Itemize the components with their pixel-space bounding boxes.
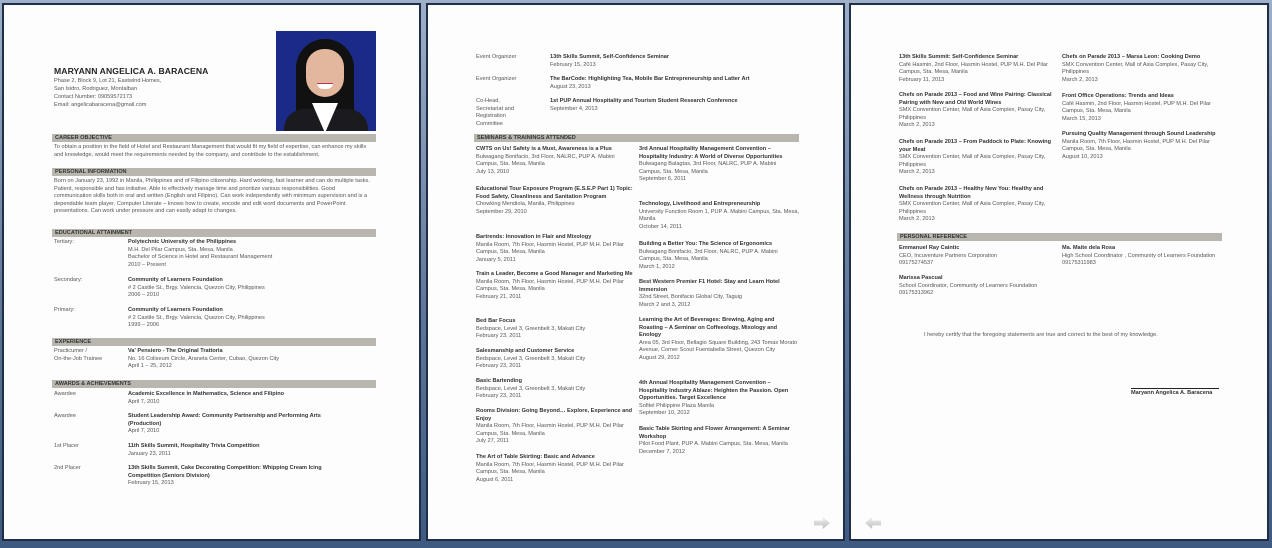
role-label: Event Organizer [476,76,517,82]
seminar-place: Area 05, 3rd Floor, Bellagio Square Building, 243 Tomas Morato Avenue, Corner Scout Fuentabella Street, Quezon City [639,339,798,354]
certification-statement: I hereby certify that the foregoing statements are true and correct to the best of my knowledge. [924,332,1158,338]
seminar-title: Train a Leader, Become a Good Manager and Marketing Me [476,271,633,277]
seminar-entry [899,54,1059,84]
award-entry [54,465,374,489]
seminar-place: Bedspace, Level 3, Greenbelt 3, Makati City [476,355,586,362]
seminar-title: CWTS on Us! Safety is a Must, Awareness is a Plus [476,146,612,152]
role-title: 13th Skills Summit, Self-Confidence Seminar [550,54,670,60]
seminar-place: Manila Room, 7th Floor, Hasmin Hostel, PUP M.H. Del Pilar Campus, Sta. Mesa, Manila [1062,138,1210,153]
resume-page-2 [426,3,845,541]
role-label: Co-Head, [476,98,500,104]
seminar-date: August 6, 2011 [476,476,514,483]
seminar-title: Educational Tour Exposure Program (E.S.E.P Part 1) Topic: Food Safety, Cleanliness and Sanitation Program [476,186,633,200]
school-name: Community of Learners Foundation [128,277,223,283]
education-primary [54,307,374,331]
experience-company: Va' Pensiero - The Original Trattoria [128,348,223,354]
seminar-place: 32nd Street, Bonifacio Global City, Taguig [639,294,743,301]
seminar-date: August 29, 2012 [639,354,680,361]
seminar-entry [476,271,636,301]
applicant-name: MARYANN ANGELICA A. BARACENA [54,66,209,76]
seminar-entry [476,378,636,401]
section-awards: AWARDS & ACHIEVEMENTS [52,380,376,388]
seminar-entry [476,408,636,446]
seminar-title: Basic Bartending [476,378,523,384]
seminar-place: Manila Room, 7th Floor, Hasmin Hostel, PUP M.H. Del Pilar Campus, Sta. Mesa, Manila [476,241,624,256]
award-label: 1st Placer [54,443,79,449]
reference-entry [1062,245,1222,268]
seminar-date: March 2, 2013 [899,122,935,129]
award-title: 13th Skills Summit, Cake Decorating Competition: Whipping Cream Icing [128,465,322,471]
experience-entry [54,348,374,372]
seminar-title: Chefs on Parade 2013 – Marsa Leon: Cooking Demo [1062,54,1201,60]
school-address: # 2 Castile St., Brgy. Valencia, Quezon City, Philippines [128,314,265,321]
award-entry [54,413,374,437]
seminar-title: 3rd Annual Hospitality Management Convention – Hospitality Industry: A World of Diverse Opportunities [639,146,783,160]
seminar-title: Building a Better You: The Science of Ergonomics [639,241,773,247]
award-title-2: (Production) [128,420,162,427]
reference-role: CEO, Incuventure Partners Corporation [899,252,997,259]
seminar-date: March 1, 2012 [639,263,675,270]
role-date: August 23, 2013 [550,83,591,90]
seminar-title: Pursuing Quality Management through Sound Leadership [1062,131,1216,137]
seminar-entry [899,186,1059,224]
seminar-entry [899,92,1059,130]
award-label: 2nd Placer [54,465,81,471]
award-title: Academic Excellence in Mathematics, Science and Filipino [128,391,285,397]
resume-page-3 [849,3,1269,541]
seminar-place: Sofitel Philippine Plaza Manila [639,402,714,409]
seminar-date: January 5, 2011 [476,256,516,263]
seminar-date: July 13, 2010 [476,168,510,175]
seminar-date: September 10, 2012 [639,410,690,417]
seminar-place: Café Hasmin, 2nd Floor, Hasmin Hostel, PUP M.H. Del Pilar Campus, Sta. Mesa, Manila [899,61,1048,76]
seminar-title: Best Western Premier F1 Hotel: Stay and Learn Hotel Immersion [639,279,780,293]
signature-line [1131,388,1219,389]
reference-phone: 09175313962 [899,290,934,297]
seminar-title: Rooms Division: Going Beyond… Explore, Experience and Enjoy [476,408,633,422]
seminar-date: February 23, 2011 [476,363,522,370]
seminar-place: Pilot Food Plant, PUP A. Mabini Campus, Sta. Mesa, Manila [639,441,788,448]
role-date: September 4, 2013 [550,105,598,112]
seminar-entry [639,241,799,271]
seminar-title: Salesmanship and Customer Service [476,348,575,354]
seminar-entry [1062,93,1222,123]
seminar-entry [639,201,799,231]
seminar-place: Manila Room, 7th Floor, Hasmin Hostel, PUP M.H. Del Pilar Campus, Sta. Mesa, Manila [476,461,624,476]
reference-name: Emmanuel Ray Caintic [899,245,960,251]
school-years: 1999 – 2006 [128,322,160,329]
education-level: Tertiary: [54,239,74,245]
reference-phone: 09175311983 [1062,260,1096,267]
seminar-place: SMX Convention Center, Mall of Asia Complex, Pasay City, Philippines [1062,61,1209,76]
seminar-place: SMX Convention Center, Mall of Asia Complex, Pasay City, Philippines [899,154,1046,168]
award-label: Awardee [54,391,76,397]
seminar-place: Bulwagang Balagtas, 3rd Floor, NALRC, PUP A. Mabini Campus, Sta. Mesa, Manila [639,161,777,175]
role-date: February 15, 2013 [550,61,596,68]
previous-page-arrow-icon[interactable] [865,517,881,529]
seminar-entry [1062,54,1222,84]
role-label-4: Committee [476,120,504,127]
seminar-title: Chefs on Parade 2013 – Healthy New You: Healthy and Wellness through Nutrition [899,186,1044,200]
signature-name: Maryann Angelica A. Baracena [1131,390,1213,396]
applicant-photo [276,31,376,131]
seminar-entry [899,139,1059,177]
role-entry [476,76,796,92]
seminar-place: Bulwagang Bonifacio, 3rd Floor, NALRC, PUP A. Mabini Campus, Sta. Mesa, Manila [639,248,778,263]
seminar-date: September 6, 2011 [639,176,687,183]
seminar-place: Manila Room, 7th Floor, Hasmin Hostel, PUP M.H. Del Pilar Campus, Sta. Mesa, Manila [476,278,624,293]
resume-page-1 [2,3,421,541]
seminar-date: March 2, 2013 [899,216,935,223]
seminar-title: Basic Table Skirting and Flower Arrangement: A Seminar Workshop [639,426,790,440]
award-label: Awardee [54,413,76,419]
section-educational-attainment: EDUCATIONAL ATTAINMENT [52,229,376,237]
seminar-date: February 23, 2011 [476,333,522,340]
address-line-1: Phase 2, Block 9, Lot 21, Eastwind Homes, [54,78,162,84]
seminar-title: Bed Bar Focus [476,318,516,324]
seminar-entry [476,348,636,371]
section-experience: EXPERIENCE [52,338,376,346]
seminar-title: Chefs on Parade 2013 – From Paddock to Plate: Knowing your Meat [899,139,1051,153]
seminar-place: Bedspace, Level 3, Greenbelt 3, Makati City [476,325,586,332]
reference-name: Ma. Maite dela Rosa [1062,245,1116,251]
reference-role: High School Coordinator , Community of Learners Foundation [1062,252,1216,259]
seminar-date: March 2, 2013 [1062,76,1098,83]
education-tertiary [54,239,374,271]
school-address: M.H. Del Pilar Campus, Sta. Mesa, Manila [128,246,233,253]
education-level: Secondary: [54,277,83,283]
seminar-place: Chowking Mendiola, Manila, Philippines [476,201,575,208]
role-label-2: Secretariat and [476,105,514,112]
award-date: April 7, 2010 [128,398,160,405]
seminar-date: February 11, 2013 [899,76,945,83]
award-entry [54,391,374,407]
personal-info-text: Born on January 23, 1992 in Manila, Philippines and of Filipino citizenship. Hard working, fast learner and can do multiple tasks. Patient, responsible and has initiative. Able to effectively manage time and prioritize various responsibilities. Good communication skills both in oral and written (English and Filipino). Can work independently with minimum supervision and is a dependable team player. Computer Literate – knows how to create, encode and edit word documents and PowerPoint presentations. Can work under pressure and can easily adapt to changes. [54,178,370,215]
seminar-entry [639,426,799,456]
seminar-place: Bulwagang Bonifacio, 3rd Floor, NALRC, PUP A. Mabini Campus, Sta. Mesa, Manila [476,153,615,168]
experience-dates: April 1 – 25, 2012 [128,363,172,370]
role-entry [476,98,796,130]
award-title: 11th Skills Summit, Hospitality Trivia Competition [128,443,260,449]
experience-role-2: On-the-Job Trainee [54,355,103,362]
seminar-entry [476,234,636,264]
seminar-entry [639,317,799,363]
role-title: The BarCode: Highlighting Tea, Mobile Bar Entrepreneurship and Latter Art [550,76,750,82]
address-line-2: San Isidro, Rodriguez, Montalban [54,86,138,92]
seminar-title: 4th Annual Hospitality Management Convention – Hospitality Industry Ablaze: Heighten the Passion. Open Opportunities. Target Excellence [639,380,789,402]
award-date: January 23, 2011 [128,450,171,457]
role-entry [476,54,796,70]
seminar-entry [639,146,799,184]
section-personal-information: PERSONAL INFORMATION [52,168,376,176]
seminar-title: Learning the Art of Beverages: Brewing, Aging and Roasting – A Seminar on Coffeeology, Mixology and Enology [639,317,778,339]
school-name: Polytechnic University of the Philippines [128,239,237,245]
award-title: Student Leadership Award: Community Partnership and Performing Arts [128,413,321,419]
school-years: 2006 – 2010 [128,292,160,299]
seminar-place: Manila Room, 7th Floor, Hasmin Hostel, PUP M.H. Del Pilar Campus, Sta. Mesa, Manila [476,423,624,437]
section-career-objective: CAREER OBJECTIVE [52,134,376,142]
email: Email: angelicabaracena@gmail.com [54,102,147,108]
role-title: 1st PUP Annual Hospitality and Tourism Student Research Conference [550,98,738,104]
seminar-date: March 15, 2013 [1062,115,1101,122]
section-seminars: SEMINARS & TRAININGS ATTENDED [474,134,799,142]
next-page-arrow-icon[interactable] [814,517,830,529]
education-level: Primary: [54,307,75,313]
award-title-2: Competition (Seniors Division) [128,472,210,479]
seminar-place: SMX Convention Center, Mall of Asia Complex, Pasay City, Philippines [899,107,1046,121]
seminar-entry [476,186,636,216]
reference-phone: 09175274537 [899,260,934,267]
degree: Bachelor of Science in Hotel and Restaurant Management [128,254,273,261]
role-label-3: Registration [476,113,506,120]
seminar-entry [639,380,799,418]
seminar-entry [476,318,636,341]
seminar-place: Café Hasmin, 2nd Floor, Hasmin Hostel, PUP M.H. Del Pilar Campus, Sta. Mesa, Manila [1062,100,1211,115]
contact-number: Contact Number: 09059572173 [54,94,133,100]
seminar-entry [1062,131,1222,161]
seminar-title: Front Office Operations: Trends and Ideas [1062,93,1174,99]
seminar-entry [476,146,636,176]
seminar-entry [639,279,799,309]
seminar-date: March 2 and 3, 2012 [639,301,691,308]
school-address: # 2 Castile St., Brgy. Valencia, Quezon City, Philippines [128,284,265,291]
seminar-place: SMX Convention Center, Mall of Asia Complex, Pasay City, Philippines [899,201,1046,215]
seminar-title: Bartrends: Innovation in Flair and Mixology [476,234,592,240]
school-name: Community of Learners Foundation [128,307,223,313]
seminar-date: September 29, 2010 [476,208,527,215]
reference-entry [899,245,1059,268]
seminar-place: University Function Room 1, PUP A. Mabini Campus, Sta. Mesa, Manila [639,208,800,223]
seminar-title: 13th Skills Summit: Self-Confidence Seminar [899,54,1019,60]
career-objective-text: To obtain a position in the field of Hotel and Restaurant Management that would fit my field of expertise, can enhance my skills and knowledge, would meet the requirements needed by the company, and contribute to the establishment. [54,144,367,158]
seminar-title: Technology, Livelihood and Entrepreneurship [639,201,761,207]
seminar-date: February 23, 2011 [476,393,522,400]
role-label: Event Organizer [476,54,517,60]
seminar-entry [476,454,636,484]
seminar-date: July 27, 2011 [476,438,509,445]
seminar-title: The Art of Table Skirting: Basic and Advance [476,454,595,460]
seminar-date: March 2, 2013 [899,169,935,176]
award-date: February 15, 2013 [128,480,174,487]
seminar-date: February 21, 2011 [476,293,522,300]
experience-address: No. 16 Coliseum Circle, Araneta Center, Cubao, Quezon City [128,355,280,362]
section-personal-reference: PERSONAL REFERENCE [897,233,1222,241]
reference-name: Marissa Pascual [899,275,943,281]
seminar-date: October 14, 2011 [639,223,682,230]
seminar-place: Bedspace, Level 3, Greenbelt 3, Makati City [476,385,586,392]
award-date: April 7, 2010 [128,428,160,435]
award-entry [54,443,374,459]
school-years: 2010 – Present [128,261,166,268]
experience-role: Practicumer / [54,348,87,354]
reference-role: School Coordinator, Community of Learners Foundation [899,282,1038,289]
reference-entry [899,275,1059,298]
seminar-date: August 10, 2013 [1062,153,1103,160]
seminar-title: Chefs on Parade 2013 – Food and Wine Pairing: Classical Pairing with New and Old World Wines [899,92,1052,106]
education-secondary [54,277,374,301]
seminar-date: December 7, 2012 [639,448,686,455]
